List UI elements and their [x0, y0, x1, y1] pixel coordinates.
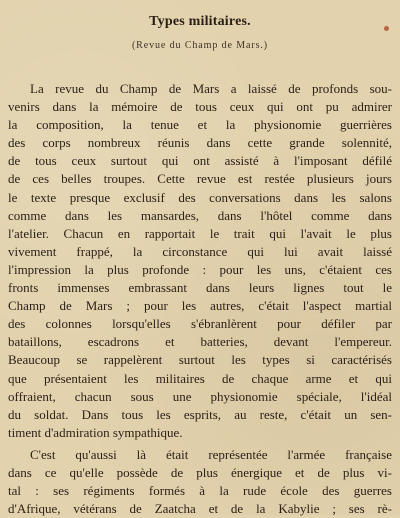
- text-line: bataillons, escadrons et batteries, devant l'empereur.: [8, 334, 392, 350]
- article-subtitle: (Revue du Champ de Mars.): [131, 40, 269, 51]
- text-line: offraient, chacun sous une physionomie spéciale, l'idéal: [8, 388, 392, 404]
- text-line: des colonnes lorsqu'elles s'ébranlèrent pour défiler par: [8, 316, 392, 332]
- text-line: dans ce qu'elle possède de plus énergique et de plus vi-: [8, 464, 392, 480]
- text-line: la composition, la tenue et la physionomie guerrières: [8, 117, 392, 133]
- text-line: tal : ses régiments formés à la rude école des guerres: [8, 483, 392, 499]
- text-line: le texte presque exclusif des conversations dans les salons: [8, 189, 392, 205]
- article-header: [0, 14, 400, 52]
- paragraph-1: [8, 80, 392, 442]
- text-line: timent d'admiration sympathique.: [8, 424, 183, 440]
- paragraph-2: [8, 446, 392, 518]
- text-line: d'Afrique, vétérans de Zaatcha et de la Kabylie ; ses rè-: [8, 501, 392, 517]
- text-line: venirs dans la mémoire de tous ceux qui ont pu admirer: [8, 99, 392, 115]
- text-line: que présentaient les militaires de chaque arme et qui: [8, 370, 392, 386]
- article-title: Types militaires.: [149, 14, 251, 29]
- text-line: vivement frappé, la circonstance qui lui avait laissé: [8, 243, 392, 259]
- text-line: fronts immenses embrassant dans leurs lignes tout le: [8, 280, 392, 296]
- text-line: La revue du Champ de Mars a laissé de profonds sou-: [30, 81, 392, 96]
- text-line: du soldat. Dans tous les esprits, au reste, c'était un sen-: [8, 406, 392, 422]
- text-line: C'est qu'aussi là était représentée l'armée française: [30, 446, 392, 462]
- text-line: l'impression la plus profonde : pour les uns, c'étaient ces: [8, 261, 392, 277]
- text-line: de ces belles troupes. Cette revue est restée plusieurs jours: [8, 171, 392, 187]
- text-line: des corps nombreux réunis dans cette grande solennité,: [8, 135, 392, 151]
- text-line: de tous ceux surtout qui ont assisté à l'imposant défilé: [8, 153, 392, 169]
- text-line: Champ de Mars ; pour les autres, c'était l'aspect martial: [8, 298, 392, 314]
- text-line: l'atelier. Chacun en rapportait le trait qui l'avait le plus: [8, 225, 392, 241]
- text-line: comme dans les mansardes, dans l'hôtel comme dans: [8, 207, 392, 223]
- ink-spot: [384, 26, 389, 31]
- text-line: Beaucoup se rappelèrent surtout les types si caractérisés: [8, 352, 392, 368]
- article-body: [8, 80, 392, 518]
